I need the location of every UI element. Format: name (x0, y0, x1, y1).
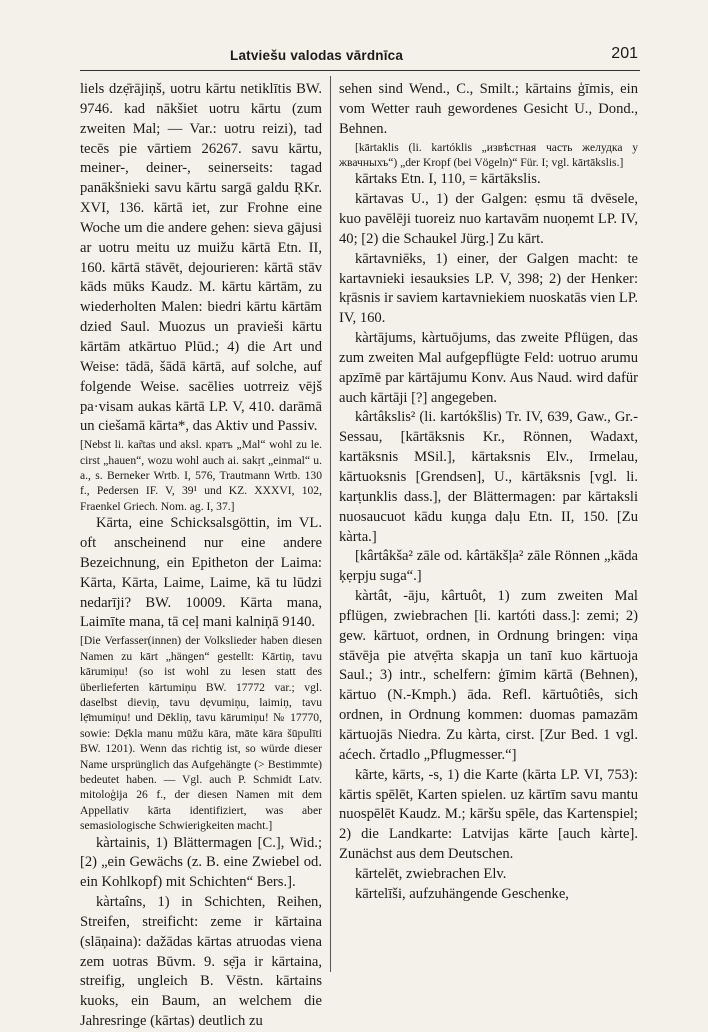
entry-karta-goddess: Kārta, eine Schicksalsgöttin, im VL. oft anscheinend nur eine andere Bezeichnung, ein Epitheton der Laima: Kārta, Kārta, Laime, Laime, kā tu lūdzi nedarīji? BW. 10009. Kārta mana, Laimīte mana, tā ceļ mani kalniņā 9140. (80, 515, 322, 631)
entry-kartavnieks: kārtavniēks, 1) einer, der Galgen macht: te kartavnieki iesauksies LP. V, 398; 2) der Henker: kŗāsnis ir saviem kartavniekiem nuoskatās vien LP. IV, 160. (339, 250, 638, 327)
entry-kartains: kàrtaîns, 1) in Schichten, Reihen, Streifen, streificht: zeme ir kārtaina (slāņaina): dažādas kārtas atruodas viena zem uotras Būvm. 9. sẹ̄ja ir kārtaina, streifig, ungleich B. Vēstn. kārtains kuoks, ein Baum, an welchem die Jahresringe (kārtas) deutlich zu (80, 894, 322, 1030)
page-number: 201 (611, 45, 638, 62)
entry-continuation: sehen sind Wend., C., Smilt.; kārtains ģīmis, ein vom Wetter rauh gewordenes Gesicht U., Dond., Behnen. (339, 81, 638, 137)
page-header (80, 44, 640, 71)
etymology-note: [Nebst li. kar̃tas und aksl. кратъ „Mal“ wohl zu le. cirst „hauen“, wozu wohl auch ai. sakṛt „einmal“ u. a., s. Berneker Wrtb. I, 576, Trautmann Wrtb. 130 f., Pedersen IF. V, 39¹ und KZ. XXXVI, 102, Fraenkel Griech. Nom. ag. I, 37.] (80, 438, 322, 513)
entry-kartajums: kàrtājums, kàrtuōjums, das zweite Pflügen, das zum zweiten Mal aufgepflügte Feld: uotruo arumu apzīmē par kārtājumu Konv. Aus Naud. wird dafür auch kārtāji [?] angegeben. (339, 330, 638, 406)
etymology-note: [Die Verfasser(innen) der Volkslieder haben diesen Namen zu kārt „hängen“ gestellt: Kārtiņ, tavu kārumiņu! (so ist wohl zu lesen statt des überlieferten kārtumiņu BW. 17772 var.; vgl. daselbst dieviņ, tavu dẹvumiņu, laimiņ, tavu lẹ̄mumiņu! und Dēkliņ, tavu kārumiņu! № 17770, sowie: Dẹ̄kla manu mūžu kāra, māte kāra šūpulīti BW. 1201). Wenn das richtig ist, so würde dieser Name ursprünglich das Aufgehängte (> Bestimmte) bedeutet haben. — Vgl. auch P. Schmidt Latv. mitoloģija 26 f., der diesen Namen mit dem Appellativ kārta identifiziert, was aber semasiologische Schwierigkeiten macht.] (80, 634, 322, 833)
entry-kartaklis: [kārtaklis (li. kartóklis „извѣстная часть желудка у жвачныхъ“) „der Kropf (bei Vögeln)“ Für. I; vgl. kārtākslis.] (339, 140, 638, 169)
right-column (339, 80, 638, 905)
entry-karte: kãrte, kārts, -s, 1) die Karte (kārta LP. VI, 753): kārtis spēlēt, Karten spielen. uz kārtīm savu mantu nuospēlēt Kaudz. M.; kāršu spēle, das Kartenspiel; 2) die Landkarte: Latvijas kārte [auch kàrte]. Zunächst aus dem Deutschen. (339, 766, 638, 863)
entry-kartainis: kàrtainis, 1) Blättermagen [C.], Wid.; [2) „ein Gewächs (z. B. eine Zwiebel od. ein Kohlkopf) mit Schichten“ Bers.]. (80, 834, 322, 891)
entry-kartaks: kārtaks Etn. I, 110, = kārtākslis. (355, 171, 541, 188)
running-title: Latviešu valodas vārdnīca (230, 48, 404, 63)
entry-kartaksa: [kârtâkša² zāle od. kârtākšļa² zāle Rönnen „kāda ķẹrpju suga“.] (339, 548, 638, 585)
entry-kartakslis: kârtâkslis² (li. kartókšlis) Tr. IV, 639, Gaw., Gr.-Sessau, [kārtāksnis Kr., Rönnen, Wadaxt, kartāksnis MSil.], kārtaksnis Elv., Irmelau, kārtuoksnis [Grendsen], U., kārtāksnis [vgl. li. karṭunklis dass.], der Blättermagen: par kārtaksli nuosaucuot kādu kuņga daļu Etn. II, 150. [Zu kàrta.] (339, 409, 638, 545)
entry-kartelisi: kārtelīši, aufzuhängende Geschenke, (355, 885, 569, 902)
entry-kartat: kàrtât, -āju, kârtuôt, 1) zum zweiten Mal pflügen, zwiebrachen [li. kartóti dass.]: zemi; 2) gew. kārtuot, ordnen, in Ordnung bringen: viņa stāvēja pie atvẹ̄rta skapja un tanī kuo kārtuoja Saul.; 3) intr., schelfern: ģīmim kārtā (Behnen), kārtuo (N.-Kmph.) āda. Refl. kārtuôtiês, sich ordnen, in Ordnung kommen: duomas pamazām kārtuojās Niedra. Zu kàrta, cirst. [Zur Bed. 1 vgl. aćech. črtadlo „Pflugmesser.“] (339, 588, 638, 763)
column-divider (330, 76, 331, 972)
entry-kartavas: kārtavas U., 1) der Galgen: ẹsmu tā dvēsele, kuo pavēlēji tuoreiz nuo kartavām nuoņemt LP. IV, 40; [2) die Schaukel Jürg.] Zu kārt. (339, 191, 638, 247)
left-column (80, 80, 322, 1032)
entry-kartelet: kārtelēt, zwiebrachen Elv. (355, 865, 507, 882)
entry-continuation: liels dzẹ̄rājiņš, uotru kārtu netiklītis BW. 9746. kad nākšiet uotru kārtu (zum zweiten Mal; — Var.: uotru reizi), tad tecēs pie vārtiem 26267. savu kārtu, meiner-, deiner-, seinerseits: tagad panākšnieki savu kārtu sargā galdu ŖKr. XVI, 136. kārtā iet, zur Frohne eine Woche um die andere gehen: sieva gājusi ar uotru meitu uz muižu kārtā Etn. II, 160. kārtā stāvēt, dejourieren: kārtā stāv kāds mūks Kaudz. M. kārtu kārtām, zu wiederholten Malen: biedri kārtu kārtām dzied Saul. Muozus un pravieši kārtu kārtām atkārtuo Plūd.; 4) die Art und Weise: tādā, šādā kārtā, auf solche, auf folgende Weise. sacēlies uotrreiz vējš pa·visam aukas kārtā LP. V, 410. darāmā un ciešamā kārta*, das Aktiv und Passiv. (80, 81, 322, 435)
